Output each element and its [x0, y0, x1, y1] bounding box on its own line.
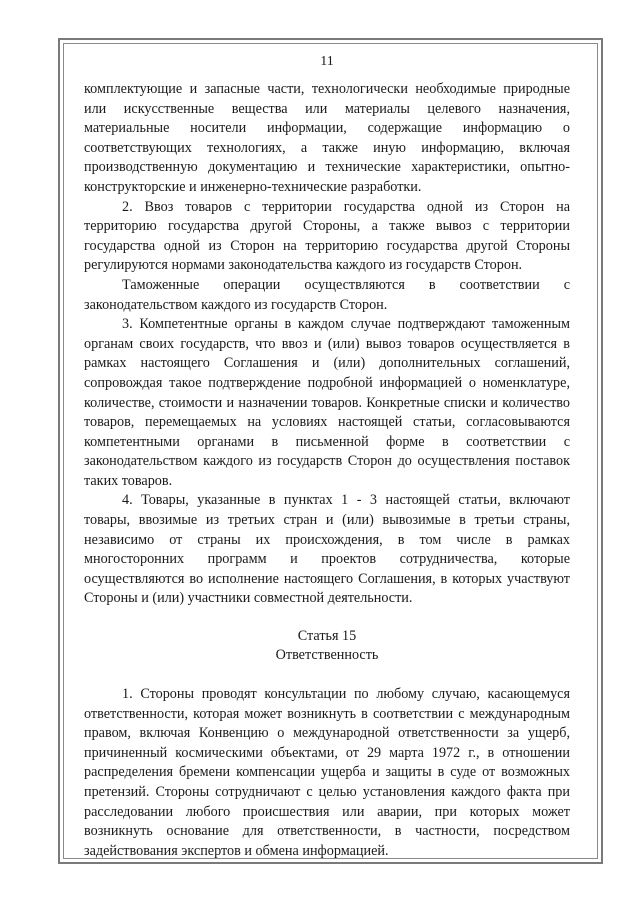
paragraph-customs-operations: Таможенные операции осуществляются в соответствии с законодательством каждого из государств Сторон.	[84, 276, 570, 313]
paragraph-clause-2: 2. Ввоз товаров с территории государства одной из Сторон на территорию государства другой Стороны, а также вывоз с территории государства одной из Сторон на территорию государства другой Стороны регулируются нормами законодательства каждого из государств Сторон.	[84, 198, 570, 274]
paragraph-article-15-clause-1: 1. Стороны проводят консультации по любому случаю, касающемуся ответственности, которая может возникнуть в соответствии с международным правом, включая Конвенцию о международной ответственности за ущерб, причиненный космическими объектами, от 29 марта 1972 г., в отношении распределения бремени компенсации ущерба и защиты в суде от возможных претензий. Стороны сотрудничают с целью установления каждого факта при расследовании любого происшествия или аварии, при которых может возникнуть основание для ответственности, в частности, посредством задействования экспертов и обмена информацией.	[84, 686, 570, 859]
article-number: Статья 15	[297, 628, 357, 645]
paragraph-clause-3: 3. Компетентные органы в каждом случае подтверждают таможенным органам своих государств, что ввоз и (или) вывоз товаров осуществляется в рамках настоящего Соглашения и (или) дополнительных соглашений, сопровождая такое подтверждение подробной информацией о номенклатуре, количестве, стоимости и назначении товаров. Конкретные списки и количество товаров, перемещаемых на условиях настоящей статьи, согласовываются компетентными органами в письменной форме в соответствии с законодательством каждого из государств Сторон до осуществления поставок таких товаров.	[84, 316, 570, 489]
page-number: 11	[320, 54, 334, 69]
article-title: Ответственность	[275, 647, 379, 664]
document-body	[84, 52, 570, 861]
paragraph-continuation: комплектующие и запасные части, технологически необходимые природные или искусственные вещества или материалы целевого назначения, материальные носители информации, содержащие информацию о соответствующих технологиях, а также иную информацию, включая производственную документацию и технические характеристики, опытно-конструкторские и инженерно-технические разработки.	[84, 81, 570, 195]
paragraph-clause-4: 4. Товары, указанные в пунктах 1 - 3 настоящей статьи, включают товары, ввозимые из третьих стран и (или) вывозимые в третьи страны, независимо от страны их происхождения, в том числе в рамках многосторонних программ и проектов сотрудничества, которые осуществляются во исполнение настоящего Соглашения, в которых участвуют Стороны и (или) участники совместной деятельности.	[84, 492, 570, 607]
